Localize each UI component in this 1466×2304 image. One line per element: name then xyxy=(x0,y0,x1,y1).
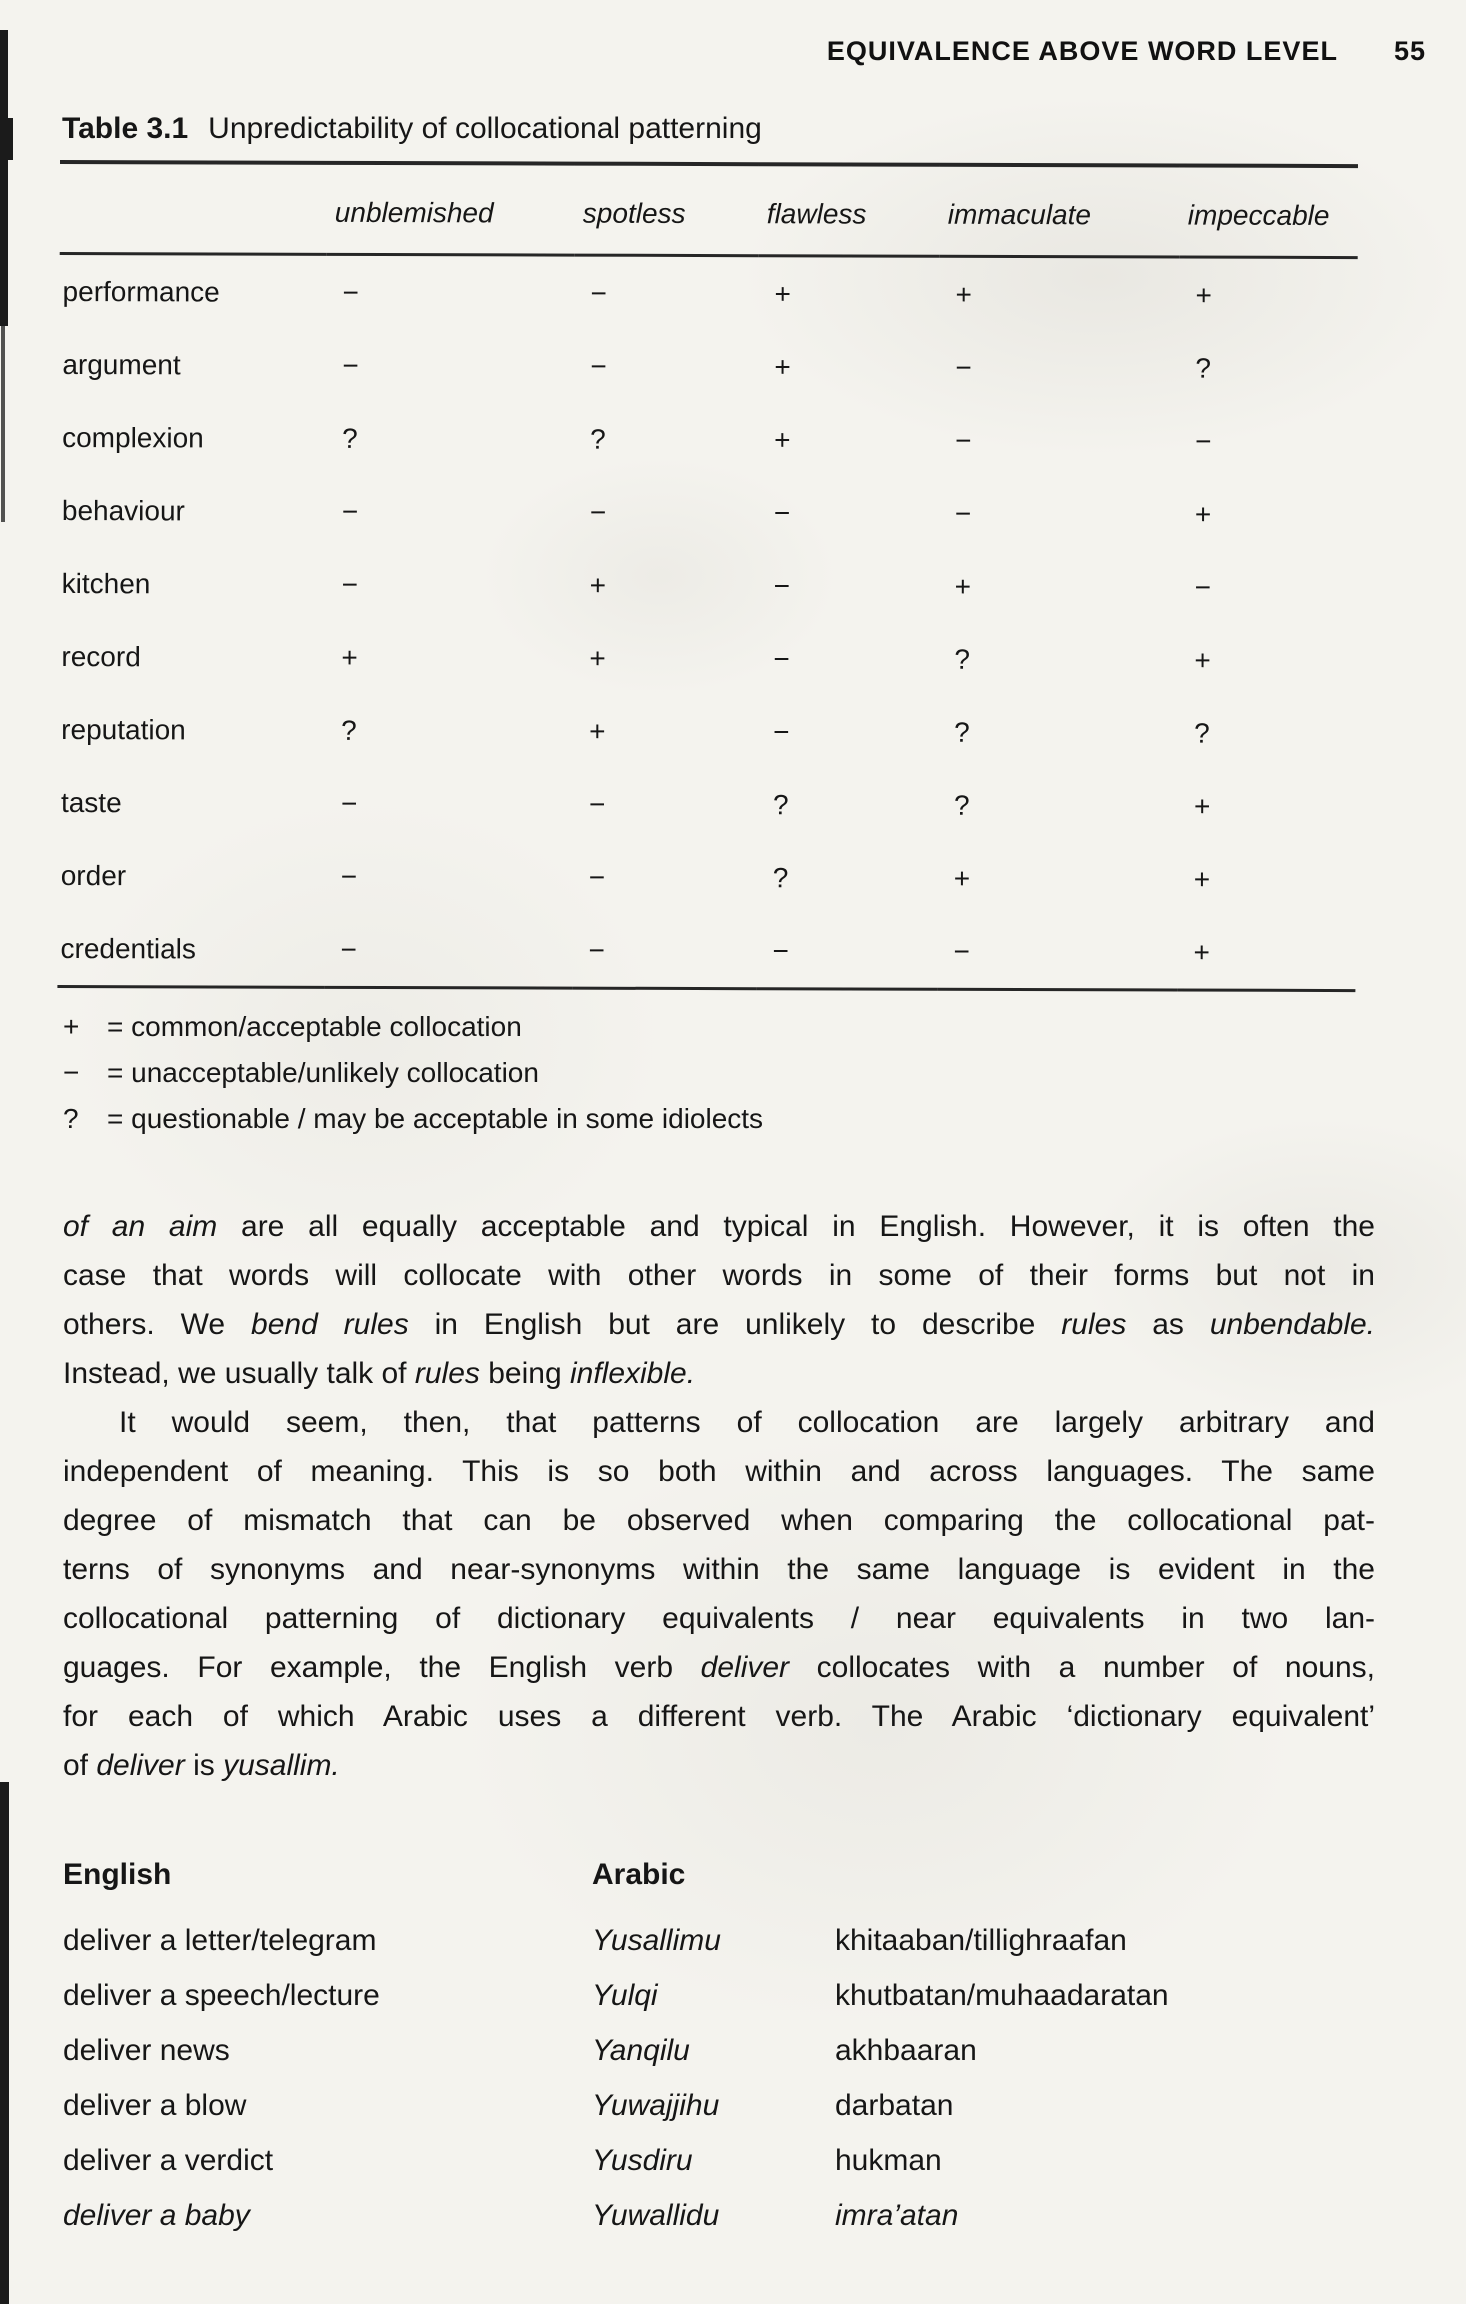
example-row xyxy=(63,1924,1423,1979)
arabic-gloss: khutbatan/muhaadaratan xyxy=(835,1979,1169,2012)
example-row xyxy=(63,2144,1423,2199)
english-phrase: deliver a verdict xyxy=(63,2144,274,2177)
table-row xyxy=(57,912,1355,991)
cell: − xyxy=(341,568,359,600)
column-header-unblemished: unblemished xyxy=(327,163,575,255)
english-header: English xyxy=(63,1858,172,1891)
row-label: performance xyxy=(62,275,220,308)
cell: ? xyxy=(341,714,357,746)
legend-text: = unacceptable/unlikely collocation xyxy=(107,1057,539,1088)
cell: − xyxy=(588,934,605,966)
body-text xyxy=(63,1202,1375,1790)
cell: − xyxy=(340,933,357,965)
example-row xyxy=(63,2199,1423,2254)
legend-line xyxy=(63,1096,763,1142)
text-line: independent of meaning. This is so both within and across languages. The same xyxy=(63,1455,1375,1488)
example-row xyxy=(63,2089,1423,2144)
cell: + xyxy=(774,423,791,455)
cell: ? xyxy=(342,422,358,454)
legend-symbol: ? xyxy=(63,1103,79,1134)
legend-line xyxy=(63,1004,763,1050)
english-phrase: deliver news xyxy=(63,2034,230,2067)
cell: − xyxy=(588,788,606,820)
text-line: of deliver is yusallim. xyxy=(63,1749,340,1782)
arabic-verb: Yanqilu xyxy=(592,2034,690,2067)
legend-symbol: + xyxy=(63,1011,80,1042)
text-line: guages. For example, the English verb deliver collocates with a number of nouns, xyxy=(63,1651,1375,1684)
arabic-gloss: imra’atan xyxy=(835,2199,959,2232)
arabic-verb: Yulqi xyxy=(592,1979,658,2012)
arabic-verb: Yusdiru xyxy=(592,2144,693,2177)
cell: + xyxy=(589,642,606,674)
legend-line xyxy=(63,1050,763,1096)
cell: + xyxy=(1193,863,1211,895)
english-phrase: deliver a blow xyxy=(63,2089,247,2122)
arabic-verb: Yuwajjihu xyxy=(592,2089,720,2122)
scan-edge-artifact xyxy=(0,118,13,160)
text-line: degree of mismatch that can be observed when comparing the collocational pat- xyxy=(63,1504,1375,1537)
cell: ? xyxy=(590,423,606,455)
column-header-spotless: spotless xyxy=(575,164,759,256)
scan-edge-artifact xyxy=(1,326,5,522)
cell: − xyxy=(955,351,972,383)
text-line: for each of which Arabic uses a different verb. The Arabic ‘dictionary equivalent’ xyxy=(63,1700,1375,1733)
scan-edge-artifact xyxy=(0,30,8,326)
cell: + xyxy=(1195,279,1212,311)
column-header-impeccable: impeccable xyxy=(1180,166,1358,258)
arabic-header: Arabic xyxy=(592,1858,686,1891)
row-label: complexion xyxy=(62,421,204,453)
examples-header-row xyxy=(63,1858,1423,1924)
arabic-verb: Yuwallidu xyxy=(592,2199,720,2232)
cell: − xyxy=(342,349,359,381)
cell: + xyxy=(955,278,972,310)
cell: − xyxy=(773,715,790,747)
row-label: taste xyxy=(60,786,122,818)
cell: ? xyxy=(954,716,970,748)
arabic-verb: Yusallimu xyxy=(592,1924,721,1957)
cell: + xyxy=(589,715,606,747)
table-row xyxy=(59,474,1357,551)
legend-text: = common/acceptable collocation xyxy=(107,1011,522,1042)
arabic-gloss: khitaaban/tillighraafan xyxy=(835,1924,1127,1957)
text-line: Instead, we usually talk of rules being inflexible. xyxy=(63,1357,696,1390)
row-label: record xyxy=(61,640,141,672)
text-line: of an aim are all equally acceptable and typical in English. However, it is often the xyxy=(63,1210,1375,1243)
english-phrase: deliver a speech/lecture xyxy=(63,1979,380,2012)
cell: − xyxy=(773,569,791,601)
table-title xyxy=(62,112,762,146)
cell: + xyxy=(1194,644,1211,676)
legend-text: = questionable / may be acceptable in some idiolects xyxy=(107,1103,764,1134)
example-row xyxy=(63,2034,1423,2089)
cell: − xyxy=(955,424,972,456)
table-row xyxy=(59,547,1357,624)
cell: + xyxy=(1194,498,1212,530)
arabic-gloss: darbatan xyxy=(835,2089,954,2122)
row-label: kitchen xyxy=(61,567,151,599)
example-row xyxy=(63,1979,1423,2034)
table-row xyxy=(58,693,1356,770)
table-title-caption: Unpredictability of collocational patterning xyxy=(208,112,762,145)
column-header-immaculate: immaculate xyxy=(940,165,1180,257)
row-label: credentials xyxy=(60,932,196,964)
table-row xyxy=(58,766,1356,843)
cell: + xyxy=(1193,936,1210,968)
cell: ? xyxy=(772,788,789,820)
cell: + xyxy=(1193,790,1211,822)
row-label: behaviour xyxy=(61,494,185,526)
cell: ? xyxy=(954,643,971,675)
cell: ? xyxy=(1194,717,1210,749)
examples-section xyxy=(63,1858,1423,2254)
corner-header xyxy=(60,162,327,254)
cell: ? xyxy=(1195,352,1211,384)
table-row xyxy=(59,401,1357,478)
cell: − xyxy=(1195,425,1212,457)
column-header-flawless: flawless xyxy=(759,164,940,256)
text-line: terns of synonyms and near-synonyms within the same language is evident in the xyxy=(63,1553,1375,1586)
cell: − xyxy=(340,860,358,892)
running-head xyxy=(827,36,1426,67)
table-legend xyxy=(63,1004,763,1142)
cell: − xyxy=(341,495,359,527)
row-label: reputation xyxy=(61,713,186,745)
cell: − xyxy=(1194,571,1212,603)
cell: + xyxy=(954,570,972,602)
cell: + xyxy=(341,641,358,673)
table-row xyxy=(58,620,1356,697)
cell: ? xyxy=(953,789,970,821)
text-line: collocational patterning of dictionary equivalents / near equivalents in two lan- xyxy=(63,1602,1375,1635)
text-line: It would seem, then, that patterns of collocation are largely arbitrary and xyxy=(119,1406,1375,1439)
scan-edge-artifact xyxy=(0,1782,9,2304)
cell: − xyxy=(588,861,606,893)
cell: − xyxy=(773,496,791,528)
table-row xyxy=(59,253,1357,332)
row-label: order xyxy=(60,859,127,891)
english-phrase: deliver a baby xyxy=(63,2199,250,2232)
row-label: argument xyxy=(62,348,181,380)
cell: + xyxy=(953,862,971,894)
collocation-table xyxy=(57,160,1358,992)
cell: − xyxy=(342,276,359,308)
cell: − xyxy=(954,497,972,529)
cell: − xyxy=(590,350,607,382)
cell: − xyxy=(772,934,789,966)
running-head-title: EQUIVALENCE ABOVE WORD LEVEL xyxy=(826,36,1338,66)
cell: + xyxy=(774,277,791,309)
cell: − xyxy=(953,935,970,967)
table-row xyxy=(59,328,1357,405)
cell: − xyxy=(589,496,607,528)
text-line: case that words will collocate with other words in some of their forms but not in xyxy=(63,1259,1375,1292)
text-line: others. We bend rules in English but are unlikely to describe rules as unbendable. xyxy=(63,1308,1375,1341)
table-row xyxy=(58,839,1356,916)
legend-symbol: − xyxy=(63,1057,80,1088)
cell: + xyxy=(774,350,791,382)
arabic-gloss: hukman xyxy=(835,2144,942,2177)
table-header-row xyxy=(60,162,1358,258)
page-number: 55 xyxy=(1393,36,1426,66)
cell: − xyxy=(340,787,358,819)
cell: ? xyxy=(772,861,789,893)
cell: + xyxy=(589,569,607,601)
english-phrase: deliver a letter/telegram xyxy=(63,1924,377,1957)
cell: − xyxy=(773,642,790,674)
arabic-gloss: akhbaaran xyxy=(835,2034,977,2067)
table-title-label: Table 3.1 xyxy=(62,112,189,145)
cell: − xyxy=(590,277,607,309)
